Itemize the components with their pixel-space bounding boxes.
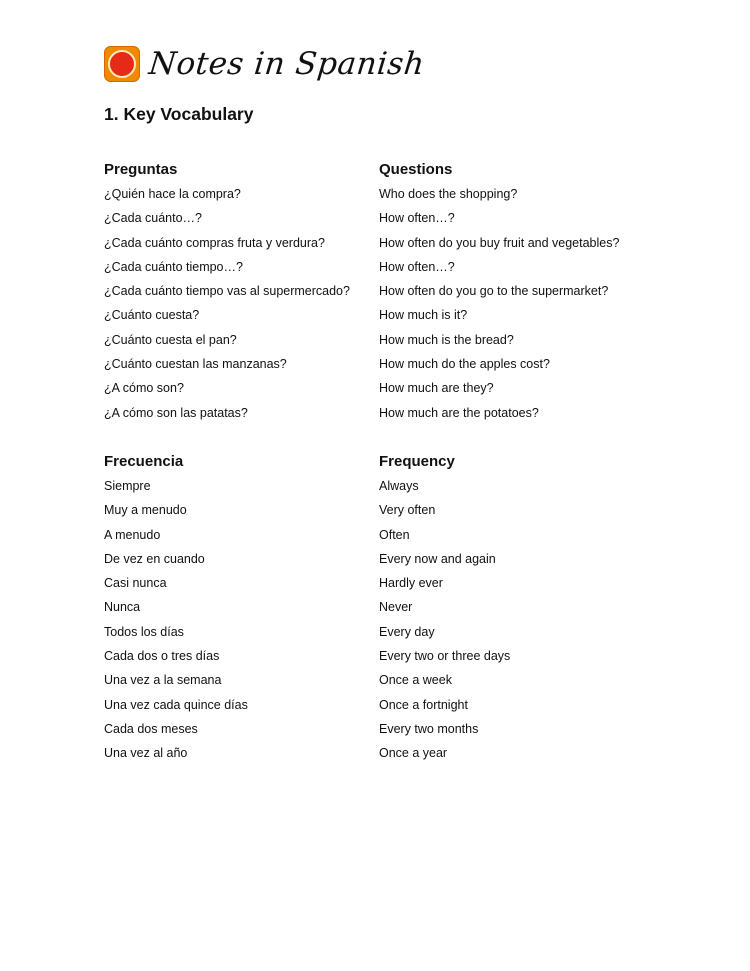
english-phrase: Hardly ever <box>379 576 443 591</box>
spanish-phrase: ¿Cuánto cuestan las manzanas? <box>104 357 287 372</box>
english-phrase: Every now and again <box>379 551 496 566</box>
english-phrase: How often…? <box>379 259 455 274</box>
spanish-list-frequency <box>104 474 248 766</box>
spanish-phrase: ¿A cómo son? <box>104 381 184 396</box>
english-phrase: Always <box>379 479 419 493</box>
spanish-phrase: Cada dos meses <box>104 721 198 736</box>
notes-in-spanish-logo-icon <box>104 46 140 82</box>
english-phrase: How much are the potatoes? <box>379 405 539 420</box>
spanish-phrase: Todos los días <box>104 624 184 639</box>
spanish-phrase: Casi nunca <box>104 576 167 591</box>
spanish-phrase: ¿Quién hace la compra? <box>104 187 241 201</box>
english-phrase: Every two months <box>379 721 479 736</box>
spanish-phrase: Nunca <box>104 600 141 615</box>
spanish-phrase: Una vez a la semana <box>104 673 222 688</box>
english-phrase: How often do you buy fruit and vegetables? <box>379 235 620 250</box>
english-phrase: Often <box>379 527 410 542</box>
english-phrase: Once a year <box>379 746 448 761</box>
spanish-heading-frequency: Frecuencia <box>104 453 184 470</box>
english-phrase: Very often <box>379 503 436 518</box>
english-phrase: How much are they? <box>379 381 494 396</box>
spanish-list-questions <box>104 182 350 425</box>
english-heading-questions: Questions <box>379 161 453 178</box>
english-list-questions <box>379 182 619 425</box>
spanish-phrase: ¿Cada cuánto compras fruta y verdura? <box>104 235 325 250</box>
brand-name: Notes in Spanish <box>147 46 427 82</box>
spanish-heading-questions: Preguntas <box>104 161 178 178</box>
spanish-phrase: Muy a menudo <box>104 503 187 518</box>
spanish-phrase: ¿Cada cuánto tiempo vas al supermercado? <box>104 284 350 299</box>
english-list-frequency <box>379 474 510 766</box>
spanish-phrase: ¿Cuánto cuesta el pan? <box>104 332 237 347</box>
section-title: 1. Key Vocabulary <box>104 104 254 124</box>
english-phrase: Every two or three days <box>379 649 511 664</box>
english-phrase: How much do the apples cost? <box>379 357 550 372</box>
english-phrase: How much is it? <box>379 308 468 323</box>
brand-logo <box>104 44 427 84</box>
spanish-phrase: Siempre <box>104 479 151 493</box>
spanish-phrase: ¿A cómo son las patatas? <box>104 405 248 420</box>
english-heading-frequency: Frequency <box>379 453 455 470</box>
spanish-phrase: ¿Cada cuánto…? <box>104 211 202 226</box>
english-phrase: Once a week <box>379 673 452 688</box>
english-phrase: How much is the bread? <box>379 332 514 347</box>
spanish-phrase: Una vez al año <box>104 746 188 761</box>
english-phrase: Who does the shopping? <box>379 187 518 201</box>
spanish-phrase: Una vez cada quince días <box>104 697 248 712</box>
english-phrase: How often do you go to the supermarket? <box>379 284 609 299</box>
spanish-phrase: Cada dos o tres días <box>104 649 220 664</box>
english-phrase: Once a fortnight <box>379 697 468 712</box>
spanish-phrase: ¿Cada cuánto tiempo…? <box>104 259 243 274</box>
spanish-phrase: De vez en cuando <box>104 551 205 566</box>
english-phrase: How often…? <box>379 211 455 226</box>
english-phrase: Never <box>379 600 413 615</box>
spanish-phrase: A menudo <box>104 527 161 542</box>
spanish-phrase: ¿Cuánto cuesta? <box>104 308 200 323</box>
english-phrase: Every day <box>379 624 435 639</box>
